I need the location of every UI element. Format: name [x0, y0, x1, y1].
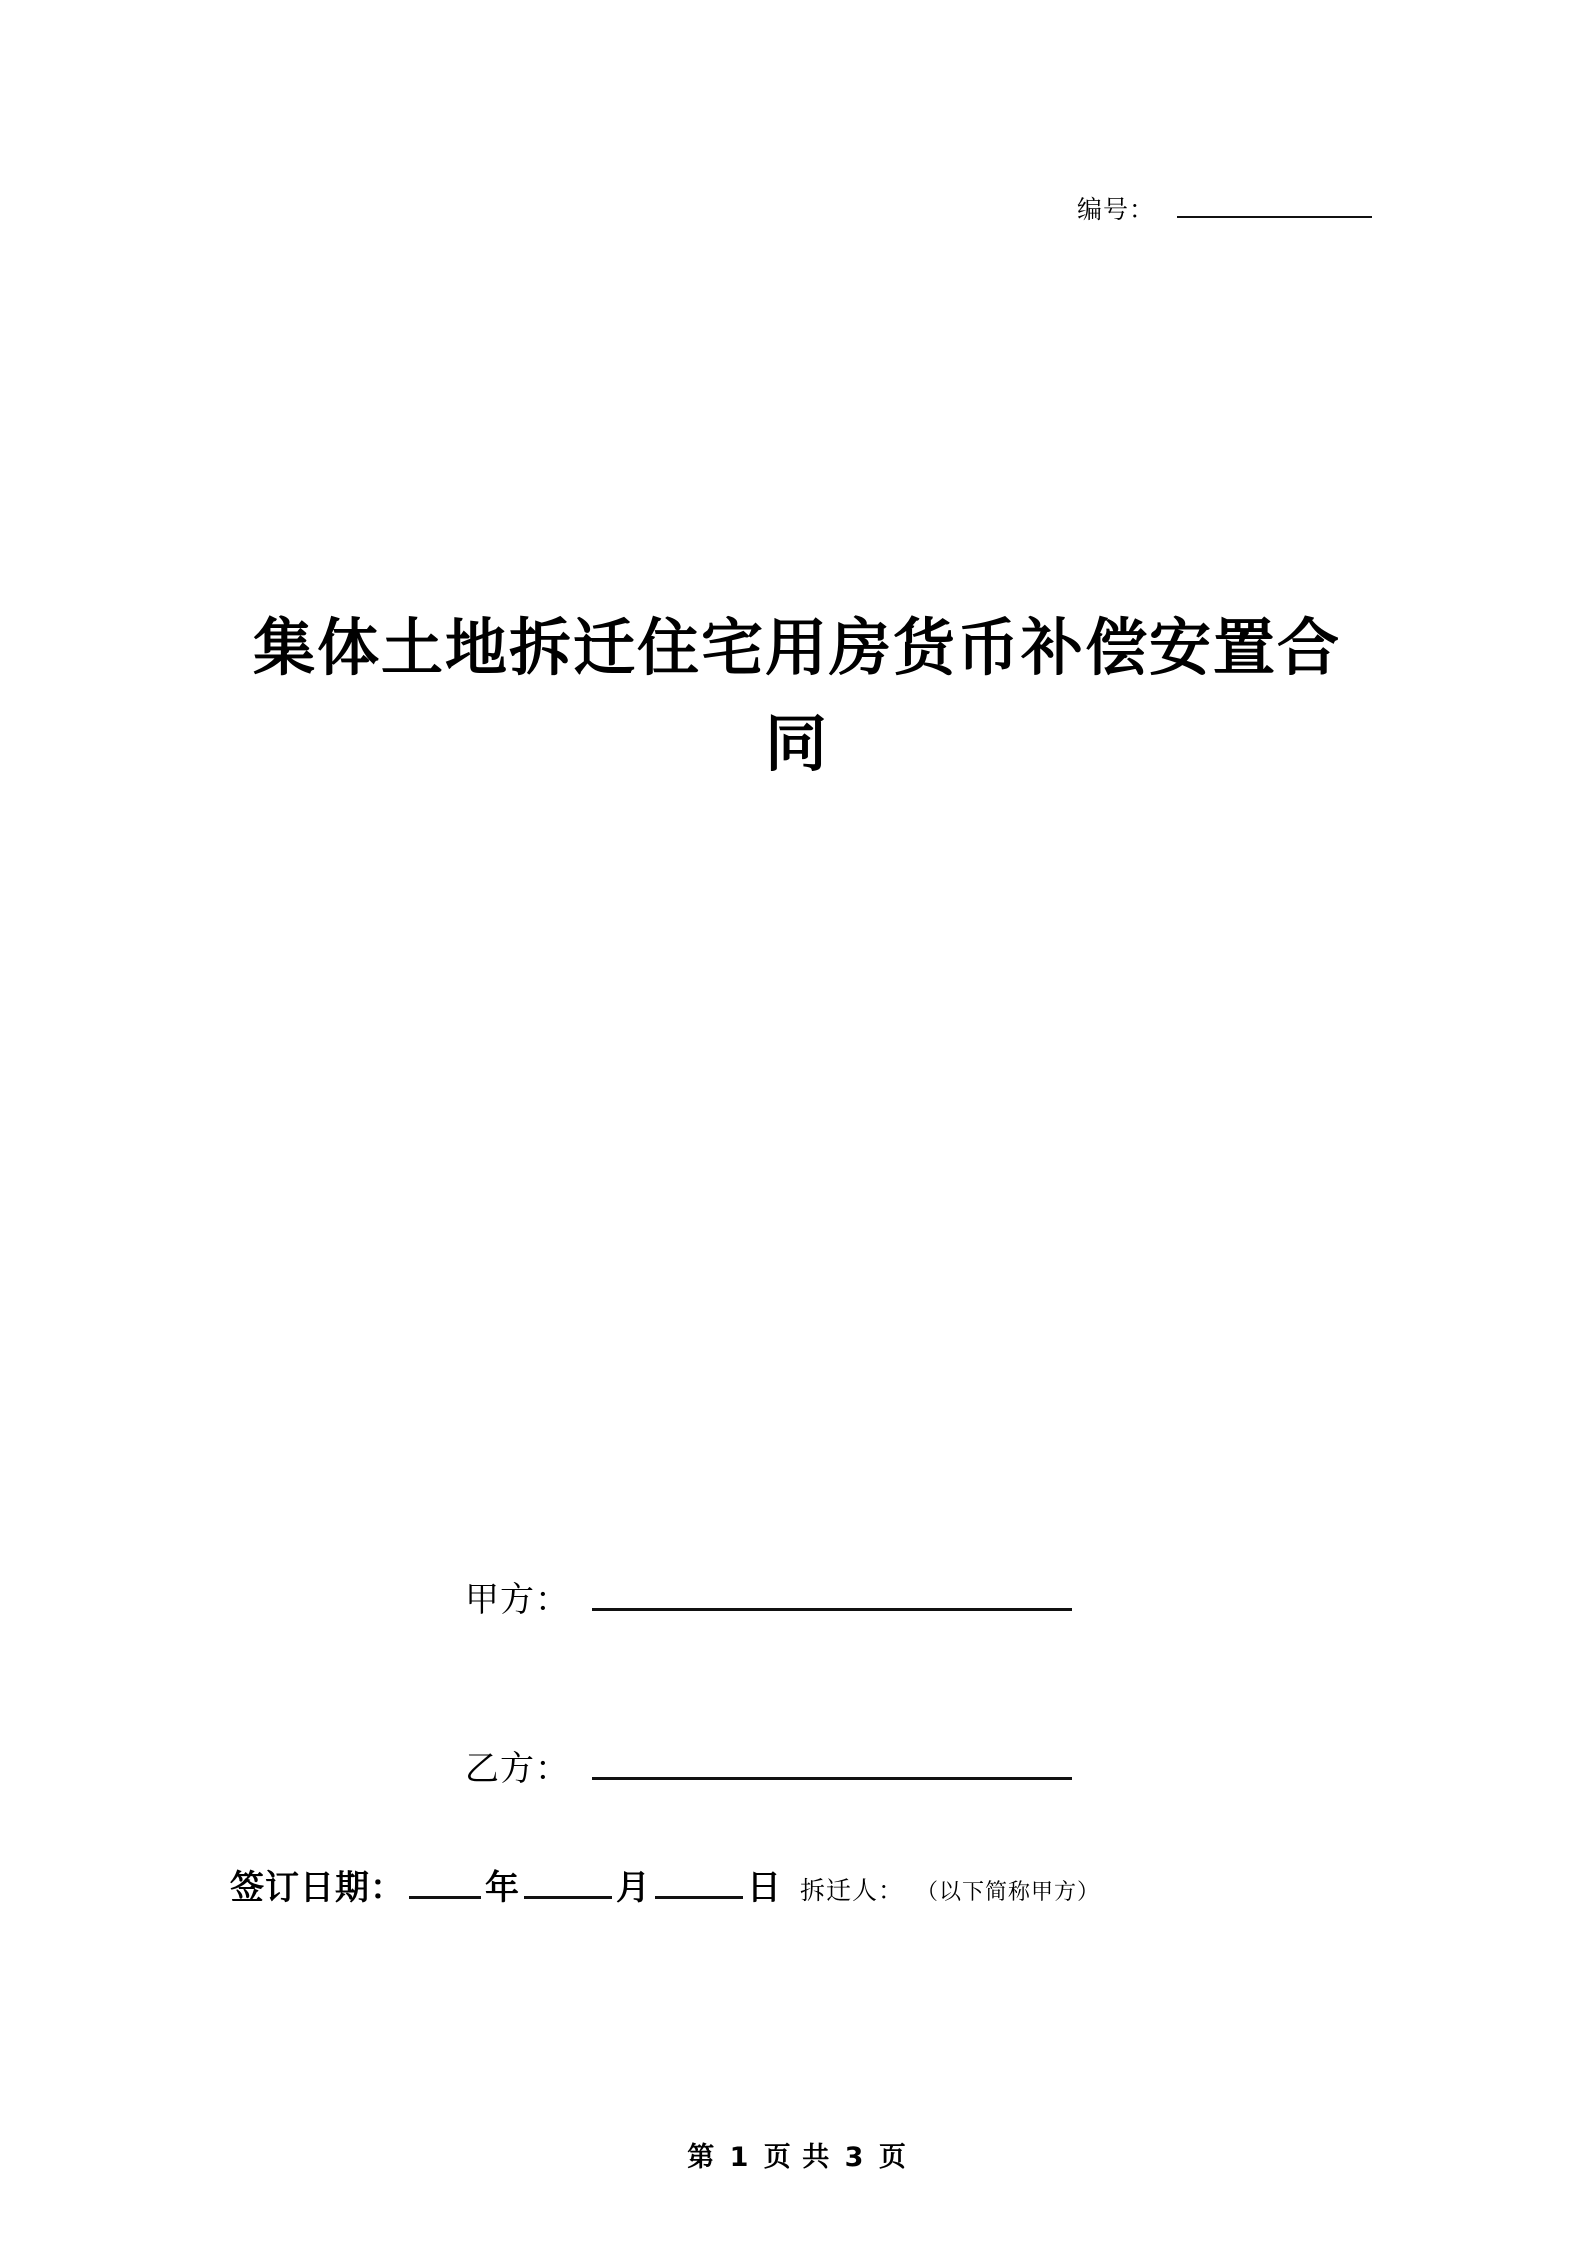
party-a-blank[interactable] — [592, 1588, 1072, 1611]
party-row-a — [0, 1572, 1594, 1621]
demolisher-note: （以下简称甲方） — [916, 1880, 1101, 1905]
sign-date-row — [230, 1860, 1474, 1909]
party-b-label: 乙方： — [465, 1749, 570, 1789]
page-footer — [0, 2135, 1594, 2174]
sign-date-month-blank[interactable] — [524, 1878, 612, 1899]
party-b-blank[interactable] — [592, 1757, 1072, 1780]
sign-date-year-unit: 年 — [485, 1868, 520, 1908]
demolisher-label: 拆迁人： — [800, 1876, 905, 1905]
document-number-label: 编号： — [1076, 195, 1155, 224]
footer-middle: 页 共 — [763, 2142, 831, 2173]
document-number-blank[interactable] — [1177, 198, 1372, 218]
page-title: 集体土地拆迁住宅用房货币补偿安置合同 — [252, 611, 1341, 781]
document-number — [1077, 190, 1372, 226]
sign-date-month-unit: 月 — [616, 1868, 651, 1908]
footer-prefix: 第 — [687, 2142, 716, 2173]
sign-date-day-unit: 日 — [747, 1868, 782, 1908]
sign-date-year-blank[interactable] — [409, 1878, 481, 1899]
footer-total-pages: 3 — [844, 2142, 865, 2173]
party-row-b — [0, 1741, 1594, 1790]
party-a-label: 甲方： — [465, 1580, 570, 1620]
sign-date-label: 签订日期： — [230, 1868, 405, 1908]
sign-date-day-blank[interactable] — [655, 1878, 743, 1899]
footer-page-number: 1 — [729, 2142, 750, 2173]
footer-suffix: 页 — [878, 2142, 907, 2173]
